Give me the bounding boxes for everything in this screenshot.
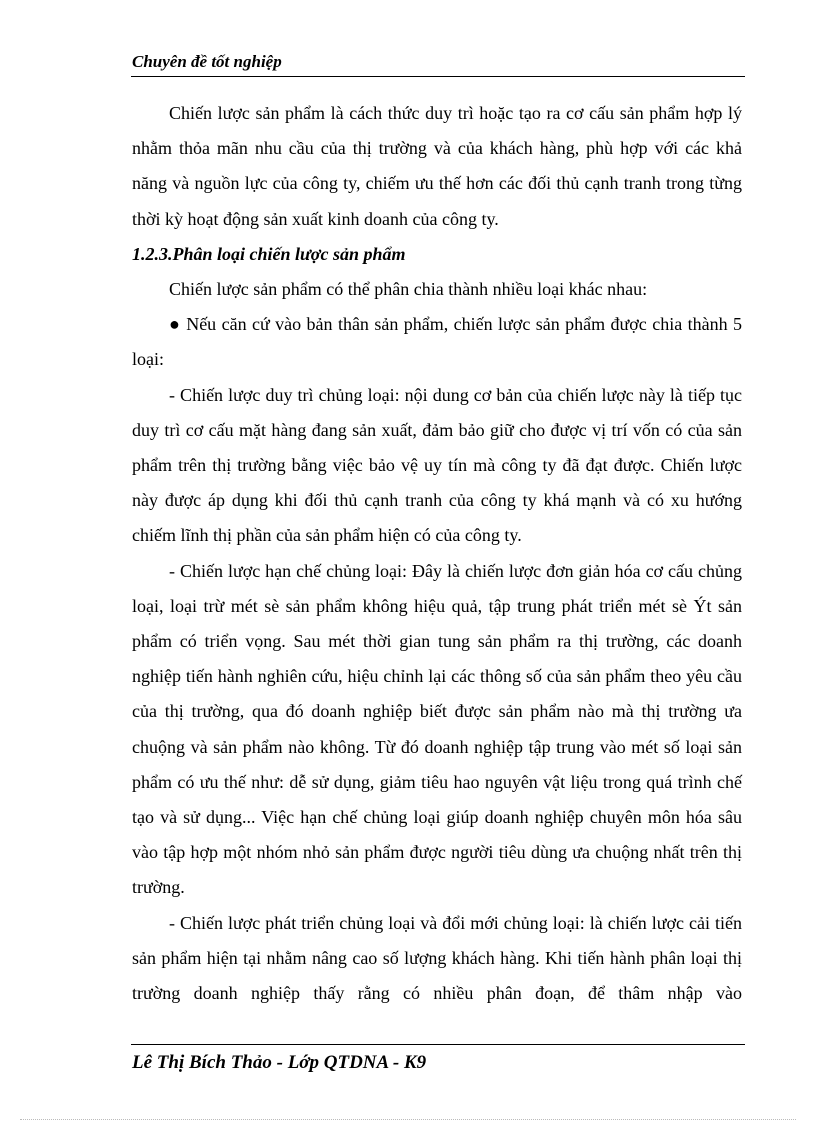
bullet-paragraph: ● Nếu căn cứ vào bản thân sản phẩm, chiến lược sản phẩm được chia thành 5 loại:: [132, 314, 742, 370]
page-bottom-edge: [20, 1119, 796, 1120]
paragraph-intro: Chiến lược sản phẩm có thể phân chia thành nhiều loại khác nhau:: [169, 279, 648, 300]
paragraph-definition: Chiến lược sản phẩm là cách thức duy trì hoặc tạo ra cơ cấu sản phẩm hợp lý nhằm thỏa mãn nhu cầu của thị trường và của khách hàng, phù hợp với các khả năng và nguồn lực của công ty, chiếm ưu thế hơn các đối thủ cạnh tranh trong từng thời kỳ hoạt động sản xuất kinh doanh của công ty.: [132, 103, 742, 229]
section-heading: 1.2.3.Phân loại chiến lược sản phẩm: [132, 243, 406, 264]
paragraph-maintain-strategy: - Chiến lược duy trì chủng loại: nội dung cơ bản của chiến lược này là tiếp tục duy trì cơ cấu mặt hàng đang sản xuất, đảm bảo giữ cho được vị trí vốn có của sản phẩm trên thị trường bằng việc bảo vệ uy tín mà công ty đã đạt được. Chiến lược này được áp dụng khi đối thủ cạnh tranh của công ty khá mạnh và có xu hướng chiếm lĩnh thị phần của sản phẩm hiện có của công ty.: [132, 384, 742, 546]
document-footer-author: Lê Thị Bích Thảo - Lớp QTDNA - K9: [132, 1052, 427, 1073]
document-body: [132, 96, 742, 1011]
document-header-title: Chuyên đề tốt nghiệp: [132, 52, 282, 71]
footer-divider: [131, 1044, 745, 1045]
paragraph-limit-strategy: - Chiến lược hạn chế chủng loại: Đây là chiến lược đơn giản hóa cơ cấu chủng loại, loại trừ mét sè sản phẩm không hiệu quả, tập trung phát triển mét sè Ýt sản phẩm có triển vọng. Sau mét thời gian tung sản phẩm ra thị trường, các doanh nghiệp tiến hành nghiên cứu, hiệu chỉnh lại các thông số của sản phẩm theo yêu cầu của thị trường, qua đó doanh nghiệp biết được sản phẩm nào mà thị trường ưa chuộng và sản phẩm nào không. Từ đó doanh nghiệp tập trung vào mét số loại sản phẩm có ưu thế như: dễ sử dụng, giảm tiêu hao nguyên vật liệu trong quá trình chế tạo và sử dụng... Việc hạn chế chủng loại giúp doanh nghiệp chuyên môn hóa sâu vào tập hợp một nhóm nhỏ sản phẩm được người tiêu dùng ưa chuộng nhất trên thị trường.: [132, 560, 742, 898]
header-divider: [131, 76, 745, 77]
paragraph-develop-strategy: - Chiến lược phát triển chủng loại và đổi mới chủng loại: là chiến lược cải tiến sản phẩm hiện tại nhằm nâng cao số lượng khách hàng. Khi tiến hành phân loại thị trường doanh nghiệp thấy rằng có nhiều phân đoạn, để thâm nhập vào: [132, 912, 742, 1004]
